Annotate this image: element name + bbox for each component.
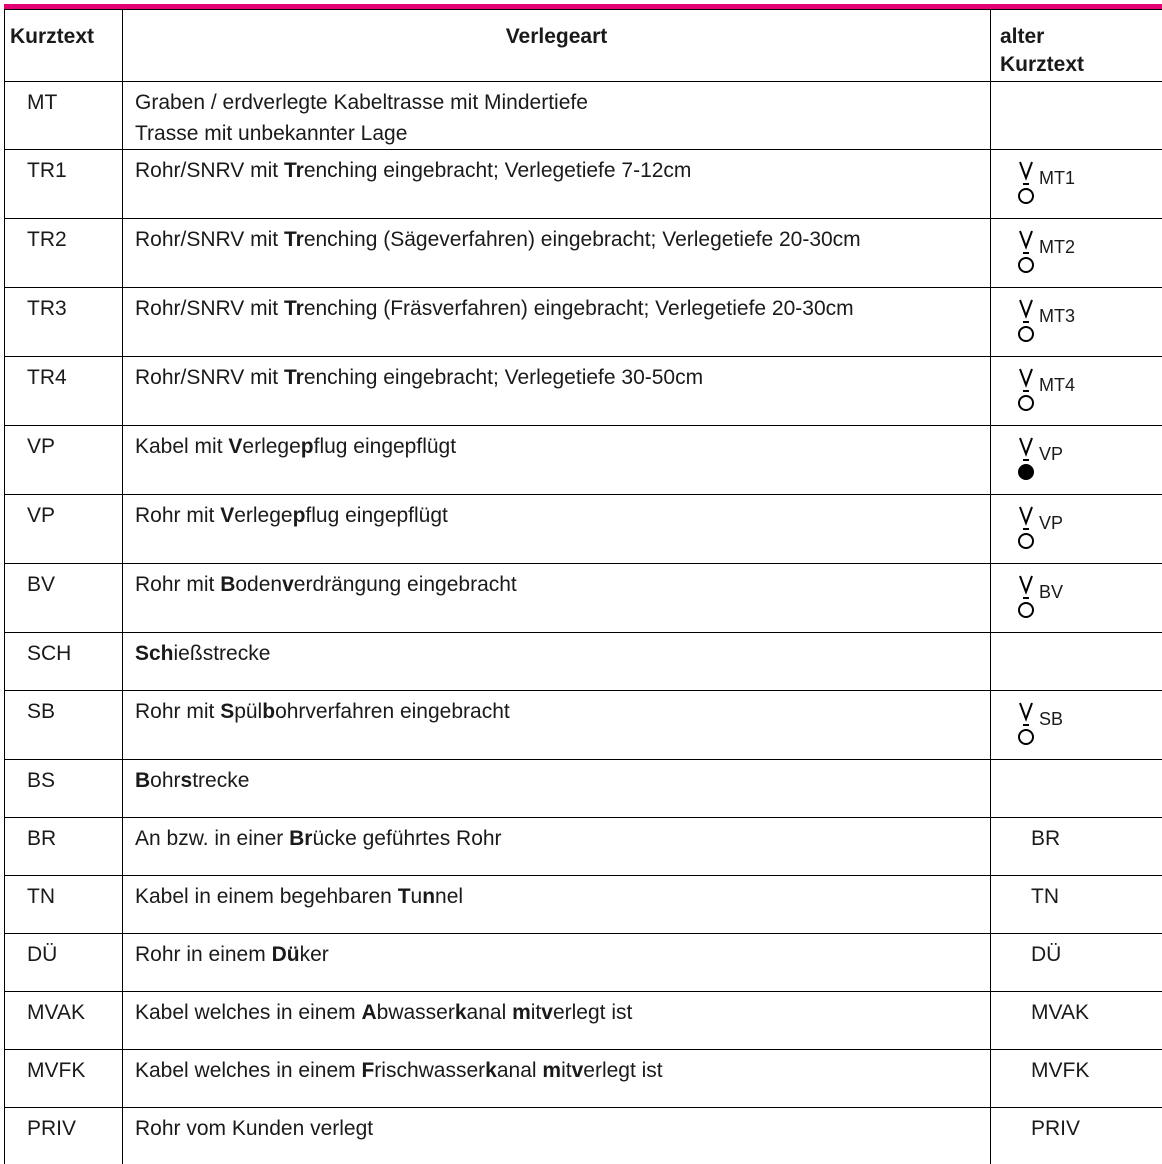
cell-alter-kurztext <box>991 357 1162 426</box>
cell-verlegeart <box>123 691 991 760</box>
verlegeart-emphasis: p <box>293 504 306 527</box>
cell-kurztext: TR1 <box>5 150 123 219</box>
symbol-label: VP <box>1039 444 1063 464</box>
table-row <box>5 1108 1162 1164</box>
verlegeart-text: Kabel in einem begehbaren <box>135 885 398 908</box>
verlegeart-text: nel <box>435 885 463 908</box>
verlegeart-emphasis: Sch <box>135 642 174 665</box>
v-mark-icon <box>1020 300 1032 316</box>
table-row <box>5 288 1162 357</box>
cell-kurztext: MT <box>5 82 123 150</box>
cell-verlegeart <box>123 357 991 426</box>
verlegeart-emphasis: Tr <box>284 159 304 182</box>
filled-circle-symbol-icon <box>1016 435 1136 485</box>
open-circle-icon <box>1019 534 1033 548</box>
verlegeart-text: erlegt ist <box>583 1059 662 1082</box>
open-circle-symbol-icon <box>1016 159 1136 209</box>
verlegeart-text: Rohr/SNRV mit <box>135 366 284 389</box>
cell-verlegeart <box>123 1108 991 1164</box>
verlegeart-text: bwasser <box>377 1001 455 1024</box>
cell-alter-kurztext <box>991 633 1162 691</box>
cell-alter-kurztext <box>991 150 1162 219</box>
alter-kurztext-value: DÜ <box>991 939 1162 970</box>
symbol-label: SB <box>1039 709 1063 729</box>
open-circle-symbol-icon <box>1016 573 1136 623</box>
cell-verlegeart <box>123 564 991 633</box>
open-circle-icon <box>1019 189 1033 203</box>
verlegeart-emphasis: V <box>220 504 234 527</box>
cell-alter-kurztext <box>991 691 1162 760</box>
table-row <box>5 876 1162 934</box>
cell-kurztext: BV <box>5 564 123 633</box>
cell-verlegeart <box>123 818 991 876</box>
verlegeart-emphasis: v <box>572 1059 584 1082</box>
symbol-label: MT3 <box>1039 306 1075 326</box>
cell-kurztext: MVFK <box>5 1050 123 1108</box>
v-mark-icon <box>1020 162 1032 178</box>
verlegeart-text: enching (Sägeverfahren) eingebracht; Verlegetiefe 20-30cm <box>304 228 861 251</box>
open-circle-symbol-icon <box>1016 297 1136 347</box>
table-body <box>5 82 1162 1164</box>
cell-kurztext: TR3 <box>5 288 123 357</box>
open-circle-symbol-icon <box>1016 504 1136 554</box>
verlegeart-text: enching eingebracht; Verlegetiefe 7-12cm <box>304 159 692 182</box>
cell-alter-kurztext <box>991 992 1162 1050</box>
verlegeart-text: pül <box>234 700 262 723</box>
verlegeart-text: ohr <box>150 769 180 792</box>
table-row <box>5 1050 1162 1108</box>
verlegeart-text: ker <box>300 943 329 966</box>
cell-alter-kurztext <box>991 426 1162 495</box>
cell-verlegeart <box>123 992 991 1050</box>
cell-kurztext: VP <box>5 426 123 495</box>
verlegeart-text: An bzw. in einer <box>135 827 289 850</box>
verlegeart-text: flug eingepflügt <box>305 504 447 527</box>
verlegeart-text: it <box>531 1001 542 1024</box>
verlegeart-emphasis: V <box>228 435 242 458</box>
verlegeart-emphasis: m <box>542 1059 561 1082</box>
cell-verlegeart <box>123 876 991 934</box>
cell-verlegeart <box>123 219 991 288</box>
open-circle-icon <box>1019 327 1033 341</box>
verlegeart-line: Graben / erdverlegte Kabeltrasse mit Mindertiefe <box>135 91 588 114</box>
header-verlegeart: Verlegeart <box>123 10 991 82</box>
verlegeart-emphasis: Tr <box>284 228 304 251</box>
cell-kurztext: TN <box>5 876 123 934</box>
cell-alter-kurztext <box>991 82 1162 150</box>
verlegeart-text: anal <box>497 1059 543 1082</box>
table-row <box>5 150 1162 219</box>
verlegeart-text: flug eingepflügt <box>314 435 456 458</box>
table-row <box>5 992 1162 1050</box>
cell-verlegeart <box>123 150 991 219</box>
verlegeart-text: it <box>561 1059 572 1082</box>
cell-verlegeart <box>123 288 991 357</box>
header-alter-line2: Kurztext <box>1000 53 1084 76</box>
verlegeart-emphasis: v <box>541 1001 553 1024</box>
verlegeart-emphasis: T <box>398 885 411 908</box>
verlegeart-emphasis: F <box>361 1059 374 1082</box>
header-kurztext: Kurztext <box>5 10 123 82</box>
verlegeart-text: erlege <box>242 435 300 458</box>
header-alter-kurztext <box>991 10 1162 82</box>
cell-kurztext: TR2 <box>5 219 123 288</box>
verlegeart-emphasis: b <box>262 700 275 723</box>
verlegeart-text: Kabel welches in einem <box>135 1059 361 1082</box>
table-row <box>5 82 1162 150</box>
header-row <box>5 10 1162 82</box>
verlegeart-emphasis: s <box>181 769 193 792</box>
alter-kurztext-value: TN <box>991 881 1162 912</box>
open-circle-icon <box>1019 258 1033 272</box>
verlegeart-text: Rohr/SNRV mit <box>135 297 284 320</box>
cell-verlegeart <box>123 426 991 495</box>
verlegeart-emphasis: S <box>220 700 234 723</box>
table-row <box>5 760 1162 818</box>
v-mark-icon <box>1020 369 1032 385</box>
verlegeart-emphasis: A <box>361 1001 376 1024</box>
table-row <box>5 691 1162 760</box>
cell-verlegeart <box>123 1050 991 1108</box>
verlegeart-text: ohrverfahren eingebracht <box>275 700 510 723</box>
symbol-label: BV <box>1039 582 1063 602</box>
verlegeart-emphasis: k <box>485 1059 497 1082</box>
cell-alter-kurztext <box>991 934 1162 992</box>
cell-alter-kurztext <box>991 818 1162 876</box>
verlegeart-text: Rohr/SNRV mit <box>135 159 284 182</box>
verlegeart-text: enching (Fräsverfahren) eingebracht; Verlegetiefe 20-30cm <box>304 297 854 320</box>
verlegeart-text: ücke geführtes Rohr <box>312 827 501 850</box>
verlegeart-emphasis: B <box>220 573 235 596</box>
cell-alter-kurztext <box>991 1108 1162 1164</box>
cell-verlegeart <box>123 495 991 564</box>
verlegeart-text: anal <box>467 1001 513 1024</box>
verlegeart-text: erlegt ist <box>553 1001 632 1024</box>
cell-alter-kurztext <box>991 876 1162 934</box>
verlegeart-text: enching eingebracht; Verlegetiefe 30-50cm <box>304 366 703 389</box>
header-alter-line1: alter <box>1000 25 1044 48</box>
verlegeart-text: Kabel mit <box>135 435 228 458</box>
cell-kurztext: SCH <box>5 633 123 691</box>
table-row <box>5 426 1162 495</box>
cell-alter-kurztext <box>991 1050 1162 1108</box>
cell-alter-kurztext <box>991 760 1162 818</box>
verlegeart-emphasis: Tr <box>284 366 304 389</box>
alter-kurztext-value: PRIV <box>991 1113 1162 1144</box>
table-row <box>5 495 1162 564</box>
cell-verlegeart <box>123 633 991 691</box>
verlegeart-emphasis: v <box>282 573 294 596</box>
v-mark-icon <box>1020 438 1032 454</box>
verlegeart-emphasis: n <box>422 885 435 908</box>
symbol-label: MT2 <box>1039 237 1075 257</box>
cell-kurztext: BS <box>5 760 123 818</box>
symbol-label: VP <box>1039 513 1063 533</box>
verlegeart-text: u <box>411 885 423 908</box>
verlegeart-text: Rohr mit <box>135 573 220 596</box>
verlegeart-text: trecke <box>192 769 249 792</box>
cell-kurztext: SB <box>5 691 123 760</box>
cell-alter-kurztext <box>991 495 1162 564</box>
v-mark-icon <box>1020 507 1032 523</box>
table-row <box>5 564 1162 633</box>
verlegeart-text: erlege <box>234 504 292 527</box>
v-mark-icon <box>1020 703 1032 719</box>
verlegeart-text: Kabel welches in einem <box>135 1001 361 1024</box>
verlegeart-emphasis: B <box>135 769 150 792</box>
filled-circle-icon <box>1019 465 1033 479</box>
cell-kurztext: TR4 <box>5 357 123 426</box>
verlegeart-emphasis: p <box>301 435 314 458</box>
symbol-label: MT4 <box>1039 375 1075 395</box>
open-circle-icon <box>1019 730 1033 744</box>
verlegeart-table <box>4 9 1162 1164</box>
symbol-label: MT1 <box>1039 168 1075 188</box>
cell-kurztext: MVAK <box>5 992 123 1050</box>
v-mark-icon <box>1020 231 1032 247</box>
open-circle-icon <box>1019 603 1033 617</box>
verlegeart-emphasis: m <box>512 1001 531 1024</box>
verlegeart-text: Rohr/SNRV mit <box>135 228 284 251</box>
cell-kurztext: PRIV <box>5 1108 123 1164</box>
open-circle-symbol-icon <box>1016 700 1136 750</box>
verlegeart-text: Rohr mit <box>135 504 220 527</box>
alter-kurztext-value: MVAK <box>991 997 1162 1028</box>
verlegeart-text: ießstrecke <box>174 642 271 665</box>
cell-alter-kurztext <box>991 219 1162 288</box>
cell-kurztext: BR <box>5 818 123 876</box>
table-row <box>5 818 1162 876</box>
verlegeart-emphasis: Tr <box>284 297 304 320</box>
cell-kurztext: VP <box>5 495 123 564</box>
verlegeart-text: Rohr in einem <box>135 943 272 966</box>
verlegeart-text: oden <box>235 573 282 596</box>
alter-kurztext-value: BR <box>991 823 1162 854</box>
table-row <box>5 357 1162 426</box>
verlegeart-line: Trasse mit unbekannter Lage <box>135 122 407 145</box>
table-row <box>5 219 1162 288</box>
verlegeart-text: rischwasser <box>374 1059 485 1082</box>
cell-alter-kurztext <box>991 564 1162 633</box>
cell-verlegeart <box>123 82 991 150</box>
verlegeart-emphasis: Dü <box>272 943 300 966</box>
verlegeart-text: Rohr mit <box>135 700 220 723</box>
open-circle-icon <box>1019 396 1033 410</box>
verlegeart-emphasis: Br <box>289 827 312 850</box>
open-circle-symbol-icon <box>1016 366 1136 416</box>
cell-alter-kurztext <box>991 288 1162 357</box>
table-row <box>5 633 1162 691</box>
verlegeart-text: erdrängung eingebracht <box>294 573 517 596</box>
table-row <box>5 934 1162 992</box>
v-mark-icon <box>1020 576 1032 592</box>
alter-kurztext-value: MVFK <box>991 1055 1162 1086</box>
cell-verlegeart <box>123 760 991 818</box>
cell-verlegeart <box>123 934 991 992</box>
cell-kurztext: DÜ <box>5 934 123 992</box>
verlegeart-text: Rohr vom Kunden verlegt <box>135 1117 373 1140</box>
verlegeart-emphasis: k <box>455 1001 467 1024</box>
open-circle-symbol-icon <box>1016 228 1136 278</box>
